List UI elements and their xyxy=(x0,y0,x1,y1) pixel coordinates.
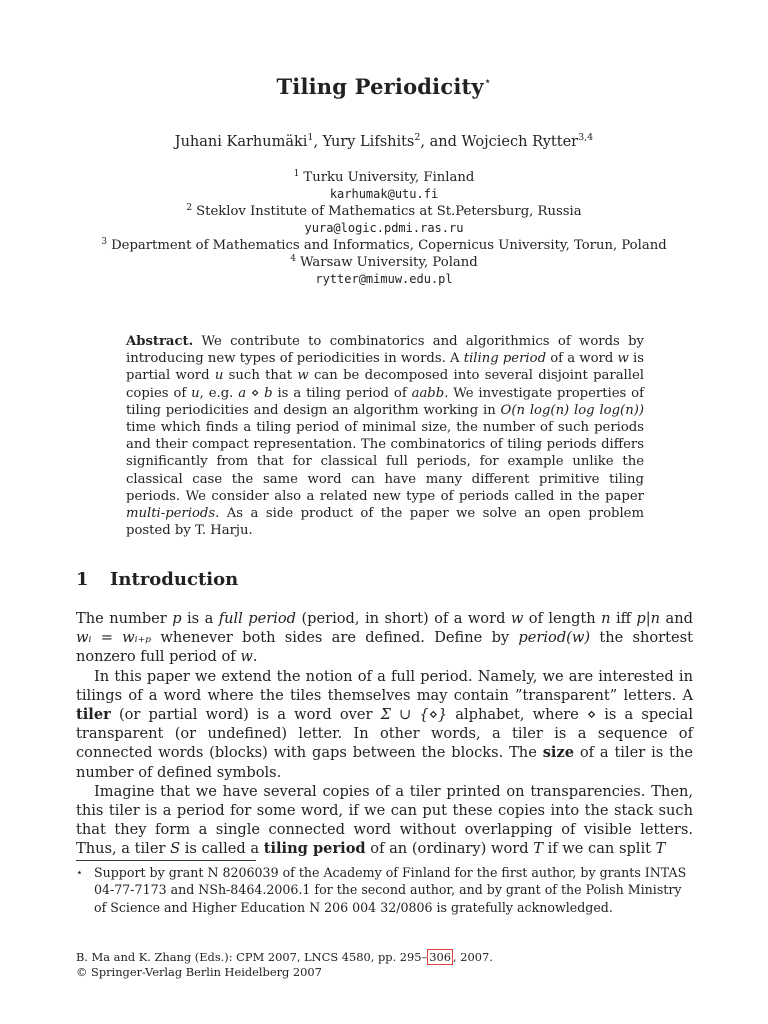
author-name: Juhani Karhumäki xyxy=(174,134,308,150)
copyright-line: © Springer-Verlag Berlin Heidelberg 2007 xyxy=(76,965,322,979)
affiliation-number: 3 xyxy=(101,237,108,247)
text: In this paper we extend the notion of a full period. Namely, we are interested in tilings of a word where the tiles themselves may contain ”transparent” letters. A xyxy=(76,667,693,704)
defined-term: full period xyxy=(218,610,297,627)
author-affiliation-mark: 3,4 xyxy=(578,132,594,143)
math-expression: aabb xyxy=(411,385,445,401)
math-expression: O(n log(n) log log(n)) xyxy=(500,402,644,418)
text: iff xyxy=(610,610,637,627)
math-variable: w xyxy=(510,610,524,627)
math-variable: T xyxy=(533,840,543,858)
abstract-text: We contribute to combinatorics and algorithmics of words by introducing new types of periodicities in words. A xyxy=(126,334,644,367)
text: (period, in short) of a word xyxy=(296,610,511,627)
author-affiliation-mark: 2 xyxy=(414,132,421,143)
page-link[interactable]: 306 xyxy=(429,950,451,964)
text: of a tiler is the number of defined symbols. xyxy=(76,744,693,781)
math-variable: p xyxy=(172,610,182,627)
math-variable: n xyxy=(601,610,611,627)
abstract-block xyxy=(126,333,644,539)
author-name: Wojciech Rytter xyxy=(461,134,579,150)
citation-text: B. Ma and K. Zhang (Eds.): CPM 2007, LNCS 4580, pp. 295– xyxy=(76,950,428,964)
math-variable: w xyxy=(240,648,253,666)
author-affiliation-mark: 1 xyxy=(307,132,314,143)
author-name: Yury Lifshits xyxy=(322,134,415,150)
abstract-text: can be decomposed into several disjoint parallel copies of xyxy=(126,368,645,401)
text: is a xyxy=(181,610,219,627)
affiliation-text: Turku University, Finland xyxy=(303,170,475,185)
math-expression: Σ ∪ {⋄} xyxy=(380,706,448,724)
math-expression: period(w) xyxy=(518,629,591,647)
section-heading xyxy=(76,569,238,590)
text: of an (ordinary) word xyxy=(365,840,534,858)
affiliation-text: Steklov Institute of Mathematics at St.Petersburg, Russia xyxy=(196,204,582,219)
text: the shortest nonzero full period of xyxy=(76,629,693,666)
affiliation-number: 4 xyxy=(290,254,296,264)
section-title: Introduction xyxy=(110,569,239,590)
paper-title xyxy=(0,74,768,99)
math-variable: w xyxy=(297,368,309,384)
footnote xyxy=(76,864,693,916)
text: (or partial word) is a word over xyxy=(110,706,381,724)
abstract-text: such that xyxy=(223,368,298,384)
footnote-divider xyxy=(76,860,256,861)
defined-term: tiling period xyxy=(263,840,366,858)
text: of length xyxy=(523,610,602,627)
abstract-text: . We investigate properties of tiling periodicities and design an algorithm working in xyxy=(126,385,644,418)
math-expression: p|n xyxy=(636,610,661,627)
text: is a special transparent (or undefined) letter. In other words, a tiler is a sequence of connected words (blocks) with gaps between the blocks. The xyxy=(76,706,694,762)
abstract-text: time which finds a tiling period of minimal size, the number of such periods and their compact representation. The combinatorics of tiling periods differs significantly from that for classical full periods, for example unlike the classical case the same word can have many different primitive tiling periods. We consider also a related new type of periods called in the paper xyxy=(126,420,644,504)
text: and xyxy=(660,610,693,627)
abstract-label: Abstract. xyxy=(126,334,194,349)
math-expression: a ⋄ b xyxy=(238,385,273,401)
text: if we can split xyxy=(542,840,656,858)
math-variable: T xyxy=(655,840,666,858)
citation-text: , 2007. xyxy=(453,950,493,964)
body-text xyxy=(76,609,693,859)
abstract-term: tiling period xyxy=(463,351,547,367)
abstract-text: is partial word xyxy=(126,351,644,384)
abstract-text: . As a side product of the paper we solve an open problem posted by T. Harju. xyxy=(126,506,644,539)
affiliation-text: Department of Mathematics and Informatics, Copernicus University, Torun, Poland xyxy=(111,238,667,253)
section-number: 1 xyxy=(76,569,89,590)
abstract-term: multi-periods xyxy=(126,506,216,522)
paragraph xyxy=(76,782,693,859)
affiliation-1 xyxy=(0,166,768,203)
math-variable: u xyxy=(214,368,224,384)
abstract-text: is a tiling period of xyxy=(272,385,412,401)
text: is called a xyxy=(180,840,264,858)
defined-term: size xyxy=(542,744,575,762)
email-link[interactable]: rytter@mimuw.edu.pl xyxy=(315,272,453,286)
abstract-text: of a word xyxy=(546,351,618,367)
math-symbol: ⋄ xyxy=(586,706,597,724)
affiliation-text: Warsaw University, Poland xyxy=(300,255,478,270)
defined-term: tiler xyxy=(76,706,111,724)
text: . xyxy=(252,648,258,666)
math-variable: u xyxy=(191,385,200,401)
affiliation-number: 1 xyxy=(293,169,300,179)
title-text: Tiling Periodicity xyxy=(276,74,484,99)
math-variable: S xyxy=(170,840,181,858)
citation-block xyxy=(76,950,493,980)
abstract-text: , e.g. xyxy=(199,385,239,401)
author-separator: , xyxy=(313,134,323,150)
text: alphabet, where xyxy=(447,706,587,724)
affiliation-number: 2 xyxy=(186,203,193,213)
email-link[interactable]: yura@logic.pdmi.ras.ru xyxy=(304,221,464,235)
affiliation-4 xyxy=(0,251,768,288)
math-expression: wᵢ = wᵢ₊ₚ xyxy=(76,629,152,647)
text: whenever both sides are defined. Define by xyxy=(151,629,519,647)
author-separator: , and xyxy=(420,134,462,150)
title-footnote-mark[interactable]: ⋆ xyxy=(483,74,492,88)
text: Imagine that we have several copies of a tiler printed on transparencies. Then, this tiler is a period for some word, if we can put these copies into the stack such that they form a single connected word without overlapping of visible letters. Thus, a tiler xyxy=(76,782,693,858)
paragraph xyxy=(76,667,693,782)
footnote-mark: ⋆ xyxy=(76,866,83,879)
paragraph xyxy=(76,609,693,667)
affiliation-2 xyxy=(0,200,768,237)
math-variable: w xyxy=(617,351,629,367)
email-link[interactable]: karhumak@utu.fi xyxy=(329,187,439,201)
footnote-text: Support by grant N 8206039 of the Academy of Finland for the first author, by grants INTAS 04-77-7173 and NSh-8464.2006.1 for the second author, and by grant of the Polish Ministry of Science and Higher Education N 206 004 32/0806 is gratefully acknowledged. xyxy=(94,865,687,915)
author-list xyxy=(0,132,768,150)
text: The number xyxy=(76,610,173,627)
